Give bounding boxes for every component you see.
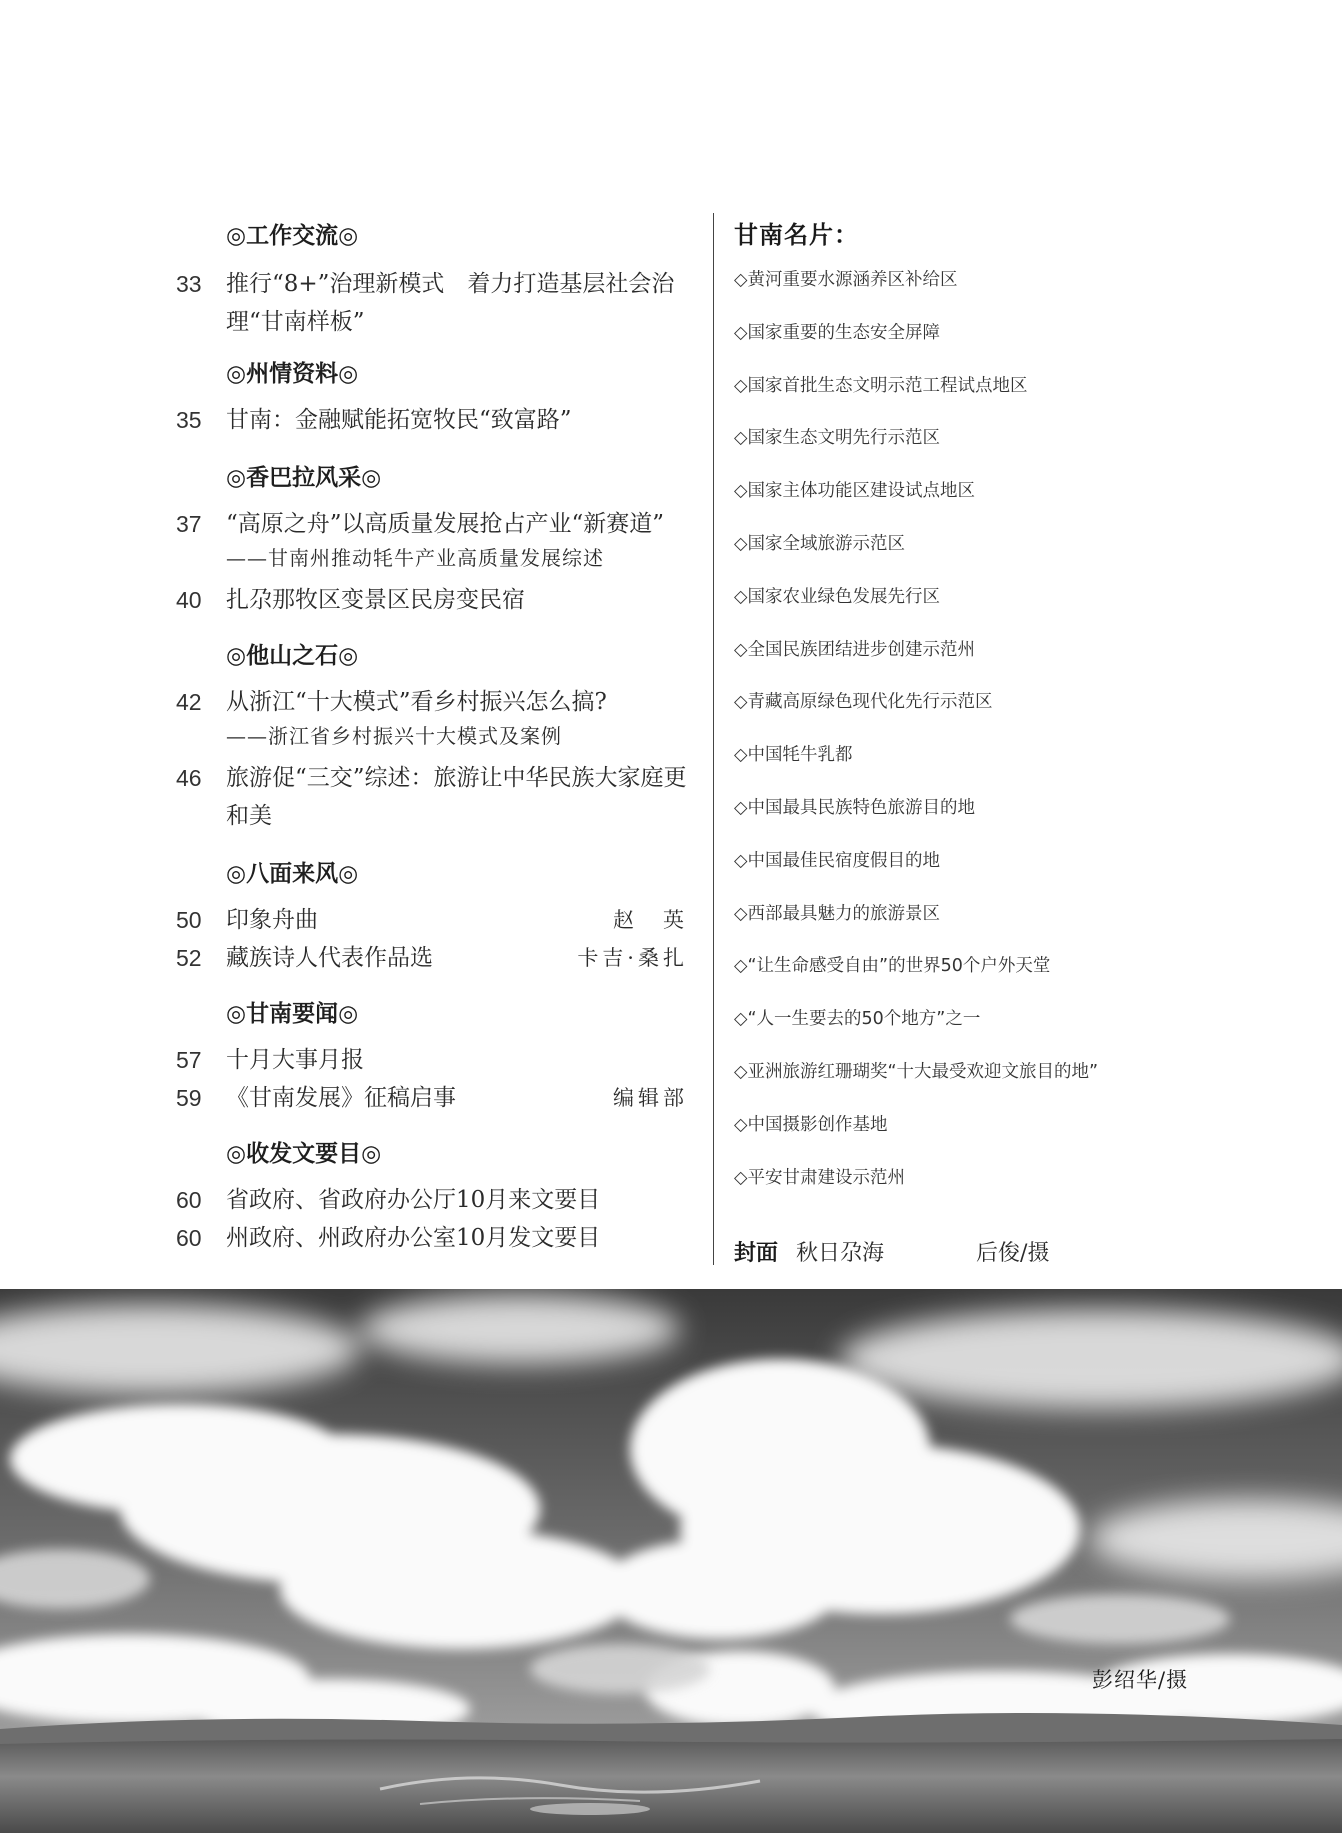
list-item: ◇国家首批生态文明示范工程试点地区: [734, 375, 1028, 396]
page-number: 35: [176, 407, 202, 433]
entry-title: 推行“8+”治理新模式 着力打造基层社会治理“甘南样板”: [226, 271, 675, 335]
entry-title: 《甘南发展》征稿启事: [226, 1085, 456, 1111]
page-number: 60: [176, 1225, 202, 1251]
toc-entry[interactable]: [168, 939, 688, 977]
section-heading: ◎香巴拉风采◎: [226, 464, 382, 491]
panel-title: 甘南名片：: [734, 221, 859, 249]
cover-label: 封面: [734, 1241, 779, 1266]
list-item: ◇国家农业绿色发展先行区: [734, 586, 940, 607]
entry-title: 州政府、州政府办公室10月发文要目: [226, 1225, 601, 1251]
toc-entry[interactable]: [168, 1219, 688, 1257]
page-number: 46: [176, 765, 202, 791]
entry-title: 省政府、省政府办公厅10月来文要目: [226, 1187, 601, 1213]
entry-title: 从浙江“十大模式”看乡村振兴怎么搞?: [226, 689, 607, 715]
page-number: 42: [176, 689, 202, 715]
entry-title: 印象舟曲: [226, 907, 318, 933]
section-heading: ◎工作交流◎: [226, 222, 359, 249]
cover-photographer: 后俊/摄: [976, 1241, 1050, 1266]
toc-entry[interactable]: [168, 683, 688, 751]
column-divider: [713, 213, 714, 1265]
entry-title: 甘南：金融赋能拓宽牧民“致富路”: [226, 407, 572, 433]
list-item: ◇国家重要的生态安全屏障: [734, 322, 940, 343]
page-number: 60: [176, 1187, 202, 1213]
honor-list: [734, 268, 1324, 1218]
entry-title: “高原之舟”以高质量发展抢占产业“新赛道”: [226, 511, 665, 537]
list-item: ◇黄河重要水源涵养区补给区: [734, 270, 958, 290]
list-item: ◇中国最佳民宿度假目的地: [734, 850, 940, 871]
list-item: ◇中国牦牛乳都: [734, 745, 853, 766]
entry-subtitle: ——甘南州推动牦牛产业高质量发展综述: [226, 546, 604, 570]
toc-entry[interactable]: [168, 1041, 688, 1079]
photo-credit: 彭绍华/摄: [1092, 1668, 1189, 1692]
section-heading: ◎他山之石◎: [226, 642, 359, 669]
toc-entry[interactable]: [168, 401, 688, 439]
list-item: ◇国家全域旅游示范区: [734, 533, 905, 554]
page-number: 59: [176, 1085, 202, 1111]
toc-entry[interactable]: [168, 1181, 688, 1219]
page-number: 40: [176, 587, 202, 613]
list-item: ◇“让生命感受自由”的世界50个户外天堂: [734, 956, 1051, 977]
list-item: ◇全国民族团结进步创建示范州: [734, 639, 975, 660]
toc-entry[interactable]: [168, 901, 688, 939]
list-item: ◇西部最具魅力的旅游景区: [734, 903, 940, 924]
toc-entry[interactable]: [168, 759, 688, 835]
toc-entry[interactable]: [168, 505, 688, 573]
section-heading: ◎收发文要目◎: [226, 1140, 382, 1167]
entry-author: 卡吉·桑扎: [577, 946, 688, 970]
entry-author: 赵 英: [613, 908, 688, 932]
entry-author: 编辑部: [613, 1086, 688, 1110]
cloud-landscape-image: [0, 1289, 1342, 1833]
entry-title: 旅游促“三交”综述：旅游让中华民族大家庭更和美: [226, 765, 687, 829]
toc-entry[interactable]: [168, 1079, 688, 1117]
section-heading: ◎八面来风◎: [226, 860, 359, 887]
gannan-card-panel: [734, 215, 1324, 1218]
section-heading: ◎甘南要闻◎: [226, 1000, 359, 1027]
cover-caption: [734, 1236, 1049, 1267]
toc-entry[interactable]: [168, 581, 688, 619]
list-item: ◇国家生态文明先行示范区: [734, 428, 940, 449]
page-number: 37: [176, 511, 202, 537]
list-item: ◇亚洲旅游红珊瑚奖“十大最受欢迎文旅目的地”: [734, 1061, 1099, 1082]
entry-subtitle: ——浙江省乡村振兴十大模式及案例: [226, 724, 562, 748]
page-number: 50: [176, 907, 202, 933]
toc-entry[interactable]: [168, 265, 688, 341]
entry-title: 扎尕那牧区变景区民房变民宿: [226, 587, 525, 613]
list-item: ◇国家主体功能区建设试点地区: [734, 481, 975, 502]
entry-title: 十月大事月报: [226, 1047, 364, 1073]
list-item: ◇中国最具民族特色旅游目的地: [734, 797, 975, 818]
list-item: ◇“人一生要去的50个地方”之一: [734, 1009, 981, 1030]
list-item: ◇青藏高原绿色现代化先行示范区: [734, 692, 993, 713]
page-number: 52: [176, 945, 202, 971]
landscape-photo: [0, 1289, 1342, 1833]
cover-title: 秋日尕海: [796, 1241, 885, 1266]
list-item: ◇平安甘肃建设示范州: [734, 1167, 905, 1188]
page-number: 33: [176, 271, 202, 297]
page-number: 57: [176, 1047, 202, 1073]
section-heading: ◎州情资料◎: [226, 360, 359, 387]
list-item: ◇中国摄影创作基地: [734, 1114, 888, 1135]
entry-title: 藏族诗人代表作品选: [226, 945, 433, 971]
